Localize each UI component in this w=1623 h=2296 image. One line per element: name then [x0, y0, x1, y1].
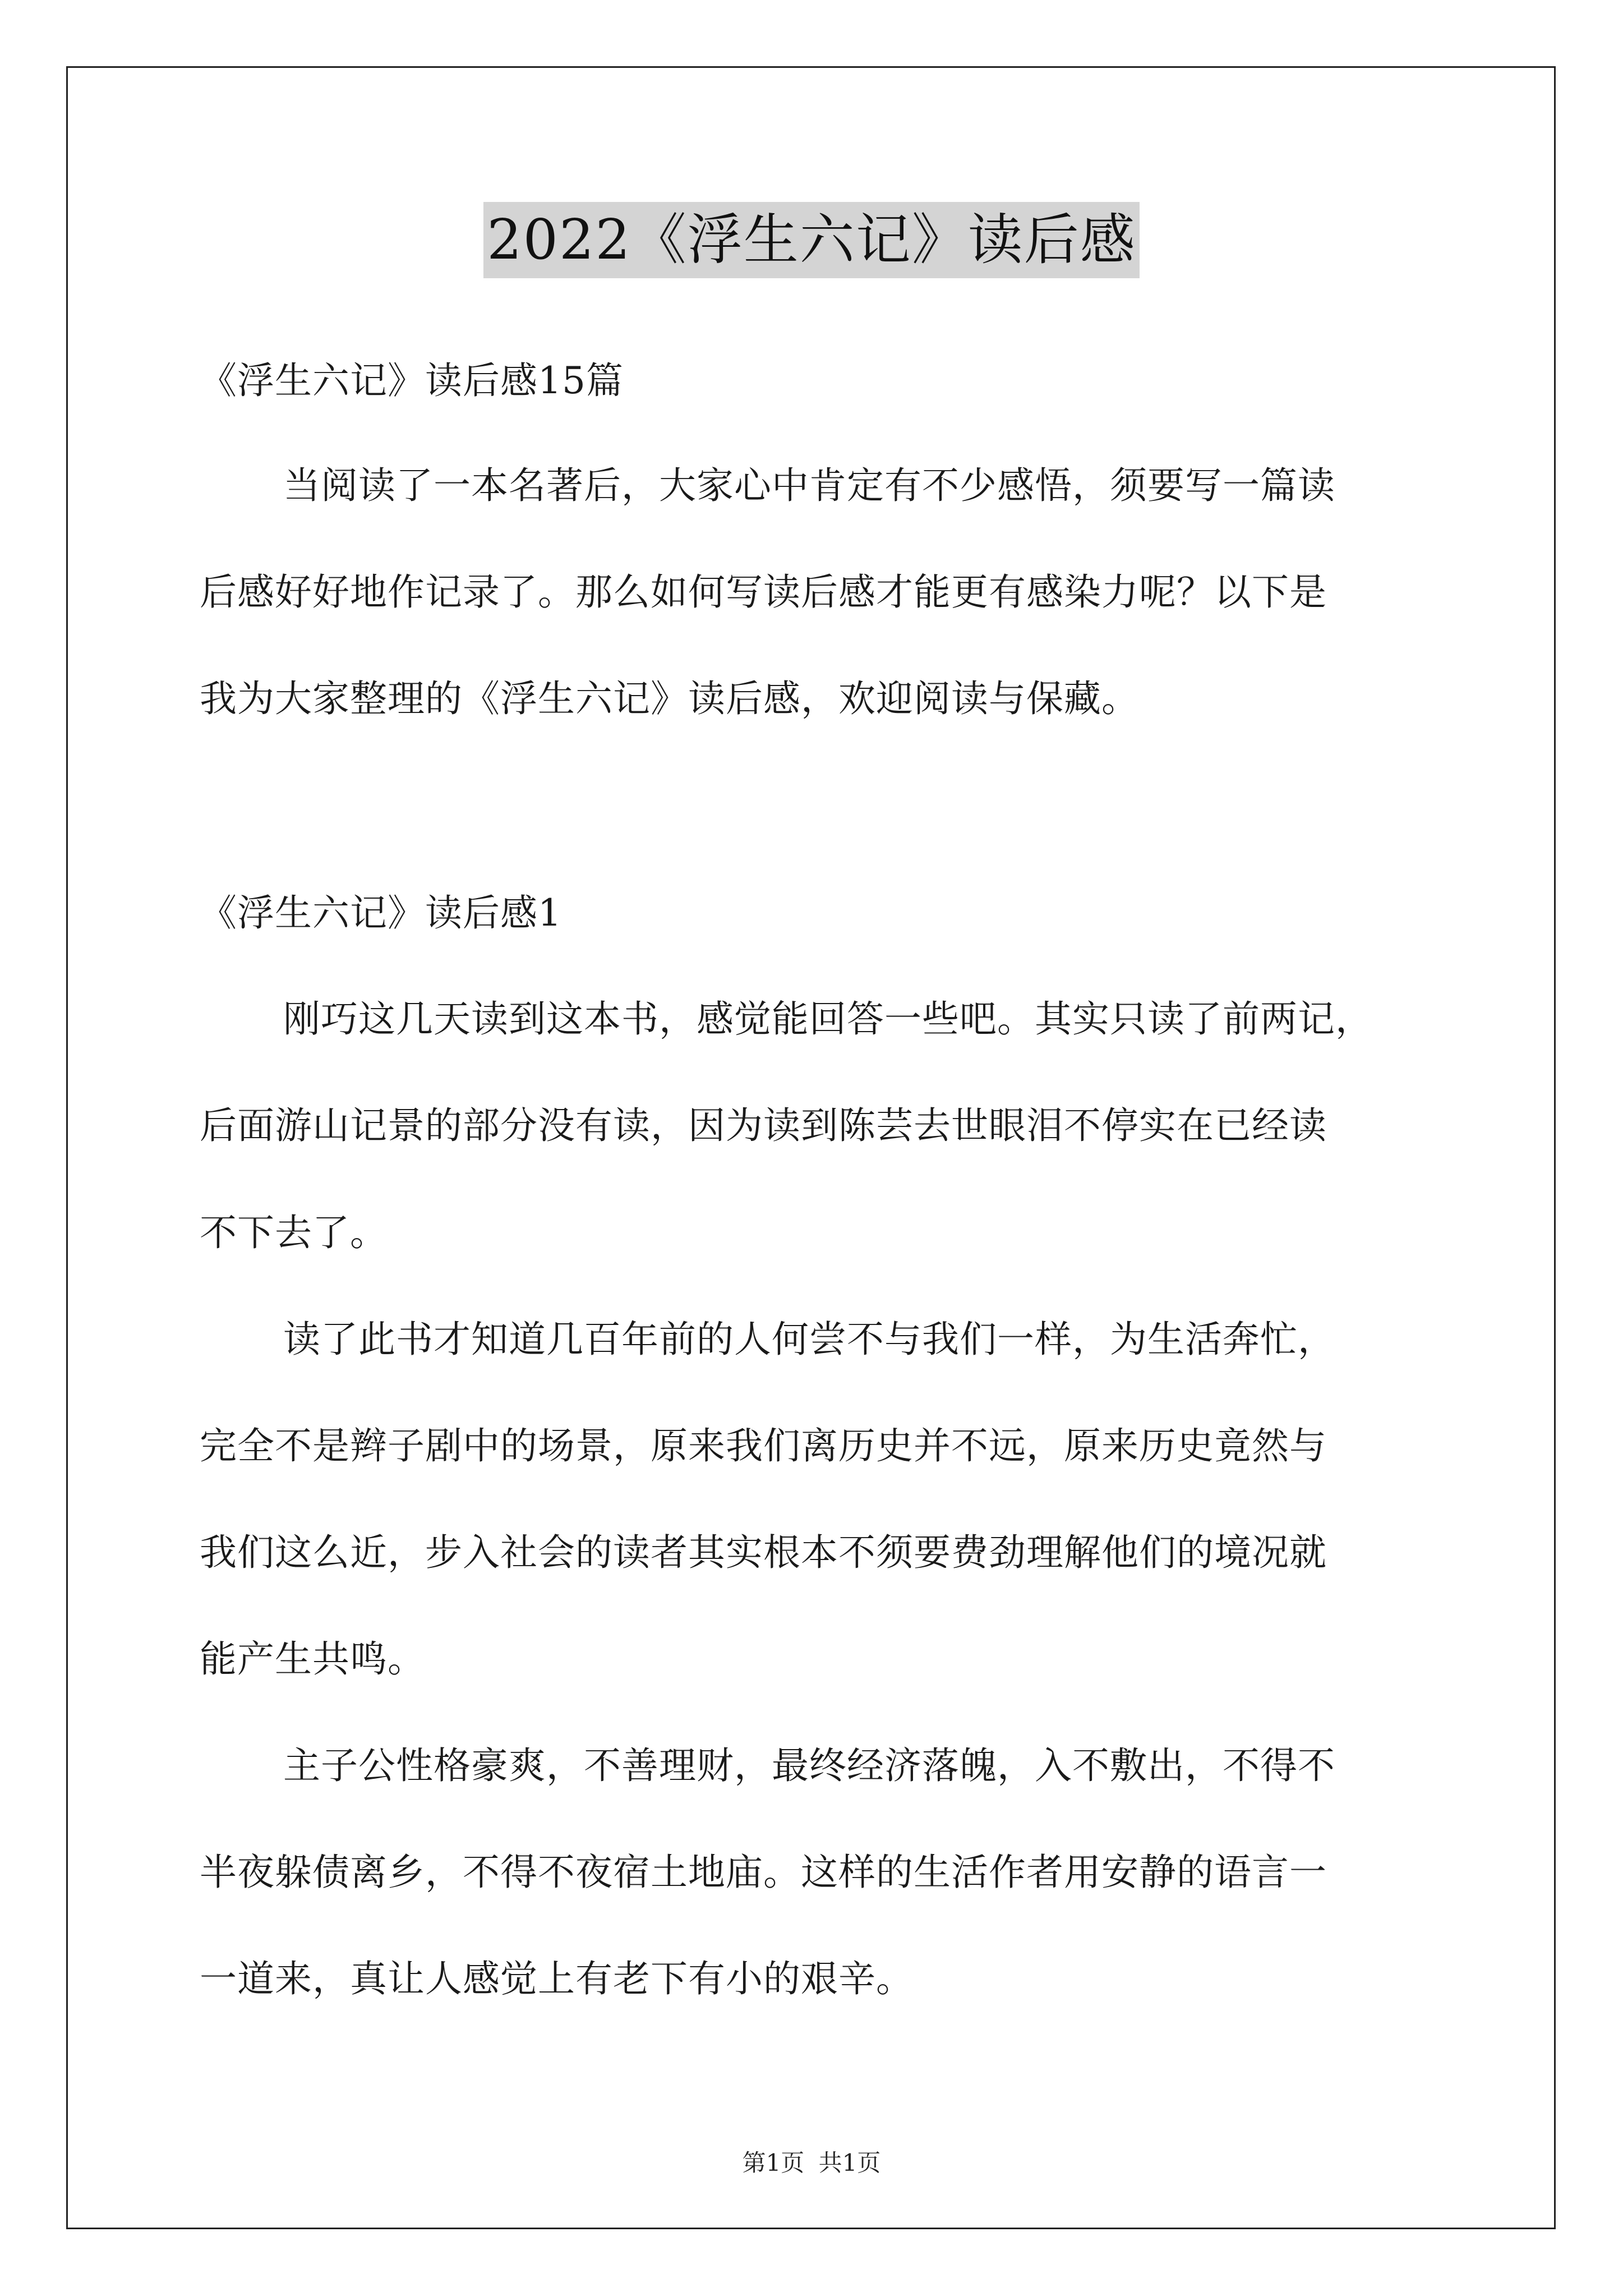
page-total: 共1页: [818, 2149, 881, 2177]
intro-line-3: 我为大家整理的《浮生六记》读后感，欢迎阅读与保藏。: [200, 677, 1139, 720]
paragraph1-line-2: 后面游山记景的部分没有读，因为读到陈芸去世眼泪不停实在已经读: [200, 1104, 1327, 1147]
paragraph2-line-3: 我们这么近，步入社会的读者其实根本不须要费劲理解他们的境况就: [200, 1531, 1327, 1574]
paragraph3-line-2: 半夜躲债离乡，不得不夜宿土地庙。这样的生活作者用安静的语言一: [200, 1851, 1327, 1894]
title-container: [0, 202, 1623, 278]
paragraph2-line-1: 读了此书才知道几百年前的人何尝不与我们一样，为生活奔忙，: [283, 1318, 1335, 1361]
paragraph1-line-3: 不下去了。: [200, 1211, 388, 1254]
paragraph2-line-2: 完全不是辫子剧中的场景，原来我们离历史并不远，原来历史竟然与: [200, 1424, 1327, 1467]
paragraph2-line-4: 能产生共鸣。: [200, 1637, 425, 1681]
page-number: 第1页: [742, 2149, 805, 2177]
section-heading: 《浮生六记》读后感1: [200, 891, 562, 935]
document-subtitle: 《浮生六记》读后感15篇: [200, 359, 624, 402]
intro-line-2: 后感好好地作记录了。那么如何写读后感才能更有感染力呢？以下是: [200, 570, 1327, 614]
paragraph1-line-1: 刚巧这几天读到这本书，感觉能回答一些吧。其实只读了前两记，: [283, 997, 1373, 1041]
paragraph3-line-3: 一道来，真让人感觉上有老下有小的艰辛。: [200, 1957, 914, 2000]
document-title: 2022《浮生六记》读后感: [483, 202, 1139, 278]
intro-line-1: 当阅读了一本名著后，大家心中肯定有不少感悟，须要写一篇读: [283, 464, 1335, 507]
paragraph3-line-1: 主子公性格豪爽，不善理财，最终经济落魄，入不敷出，不得不: [283, 1744, 1335, 1787]
page-footer: [0, 2146, 1623, 2180]
